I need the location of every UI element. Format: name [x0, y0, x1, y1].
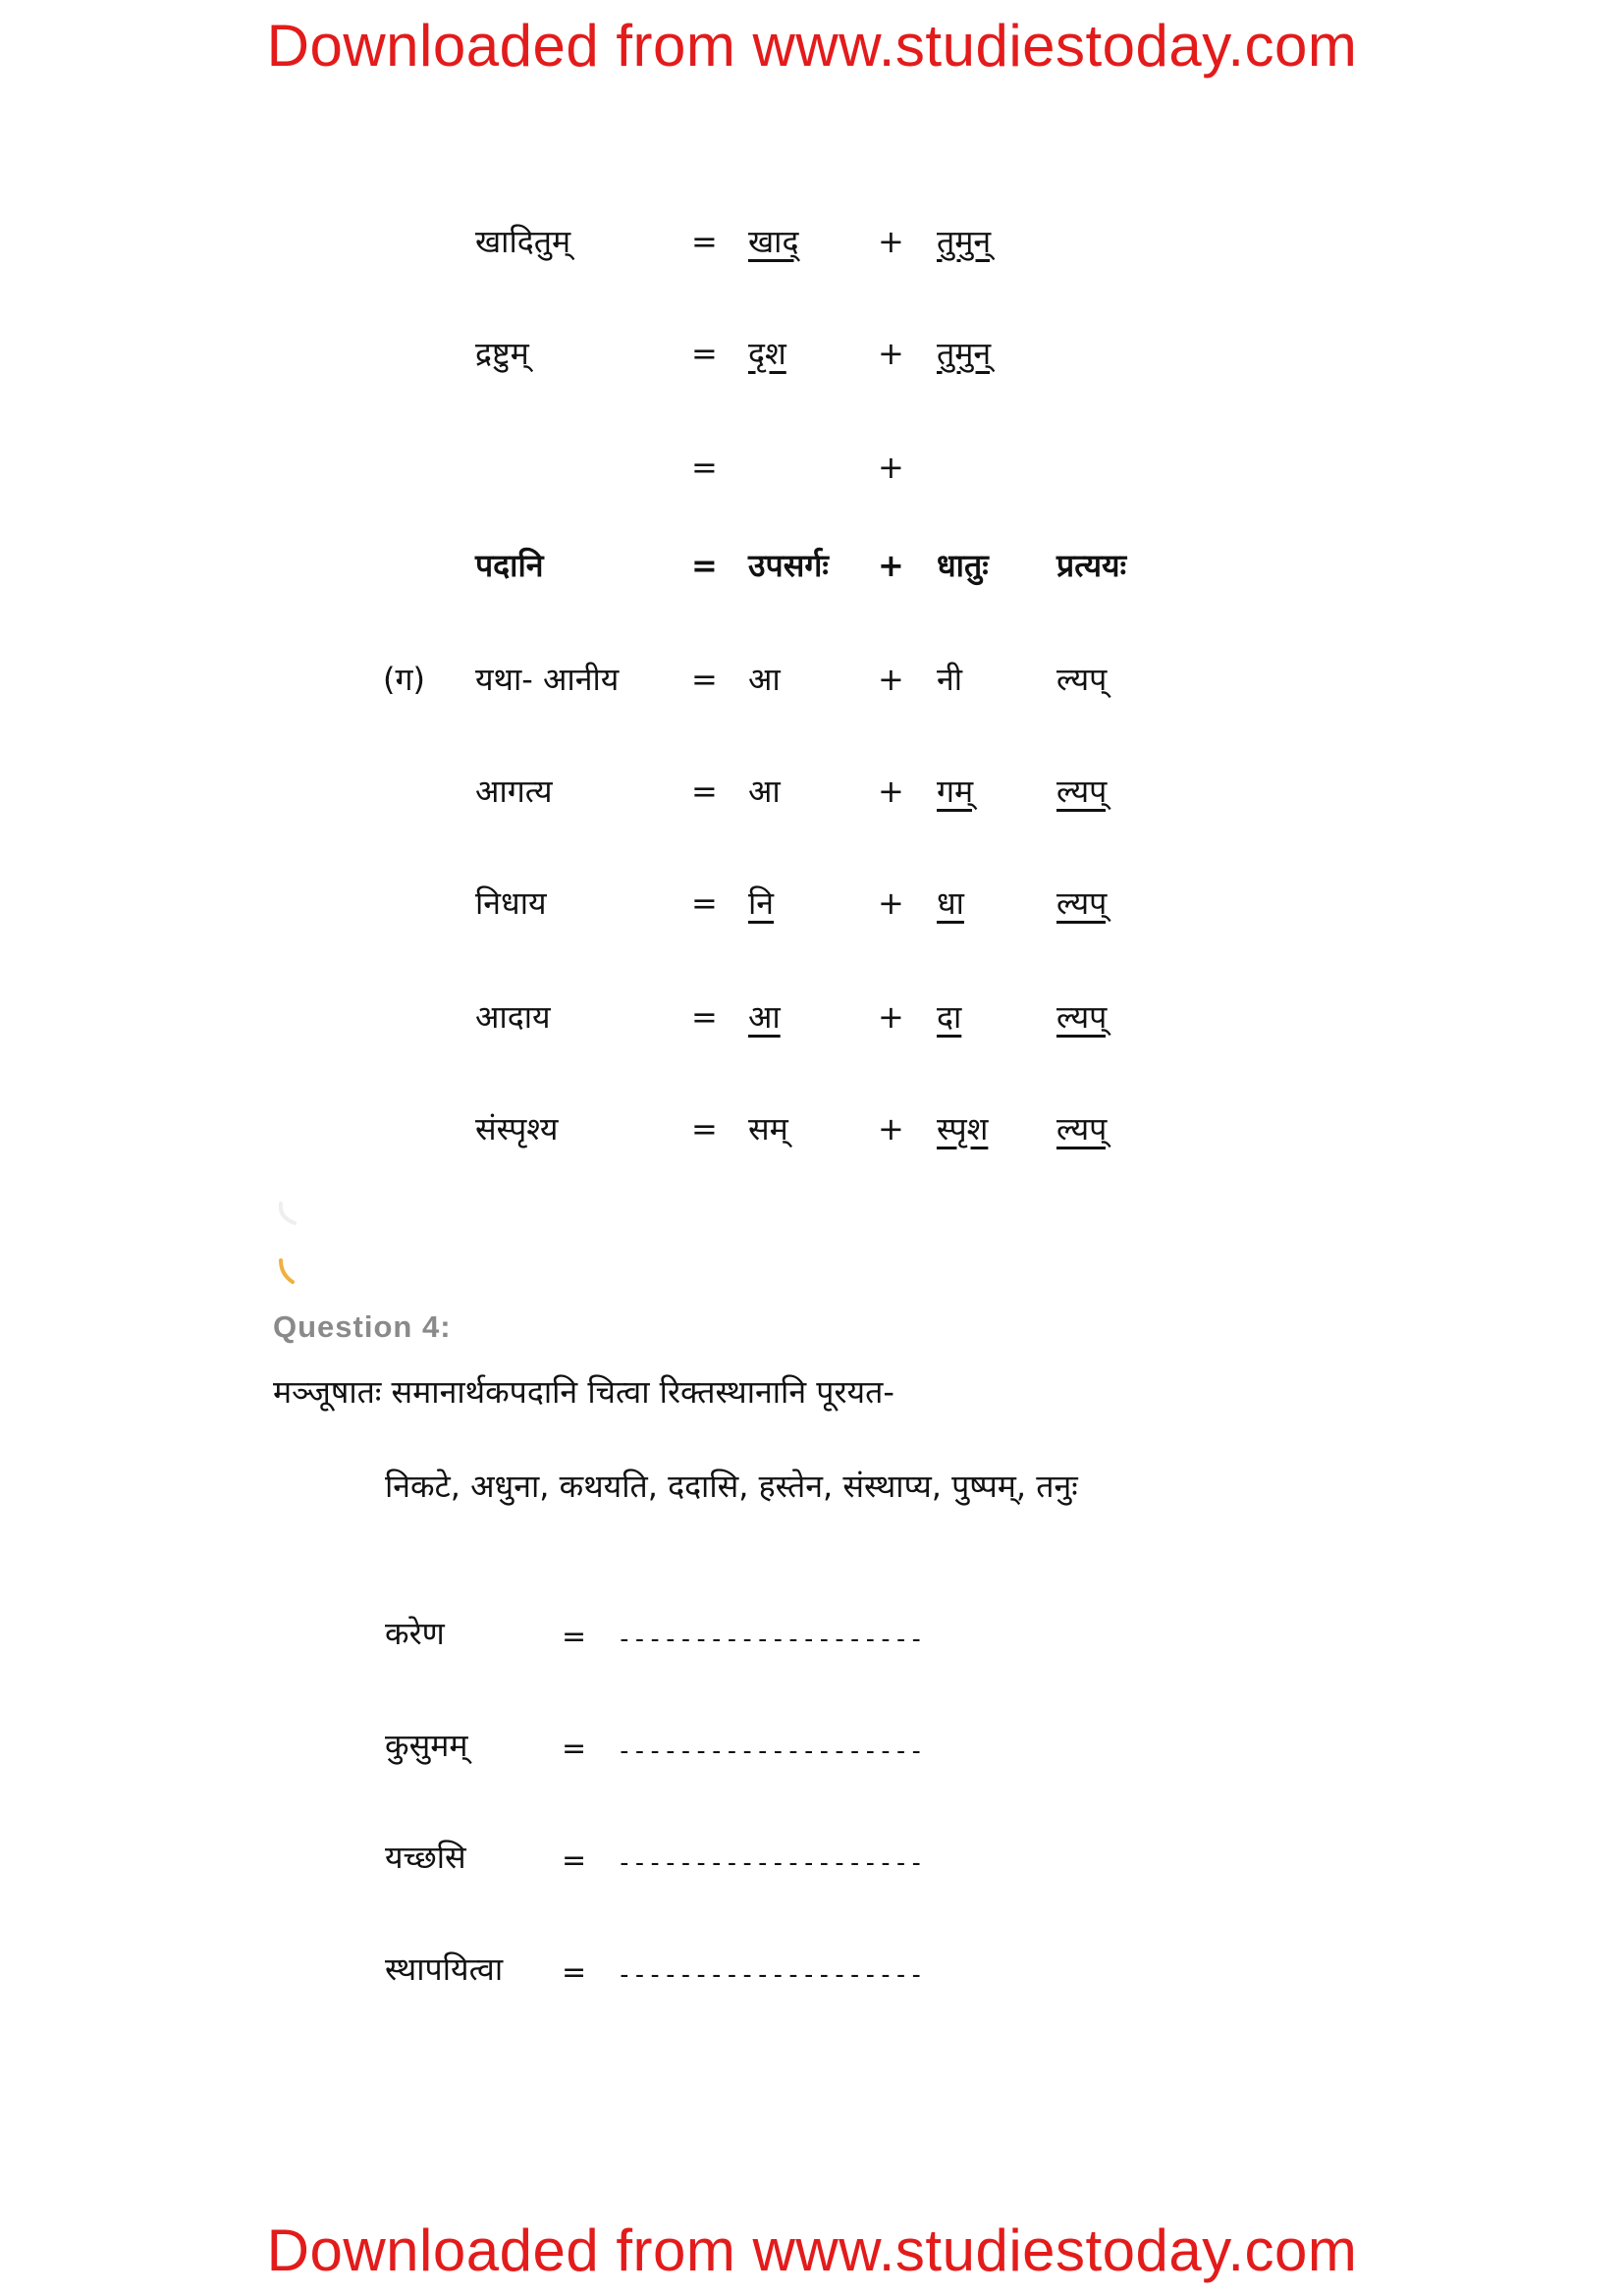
word-box: निकटे, अधुना, कथयति, ददासि, हस्तेन, संस्थाप्य, पुष्पम्, तनुः — [385, 1468, 1078, 1505]
equals-sign: = — [691, 661, 718, 698]
row-part-c: ल्यप् — [1056, 884, 1108, 922]
row-part-b: नी — [937, 661, 963, 698]
row-part-b: दा — [937, 998, 962, 1036]
equals-sign: = — [562, 1732, 587, 1766]
equals-sign: = — [691, 773, 718, 810]
equals-sign: = — [691, 547, 718, 584]
question-instruction: मञ्जूषातः समानार्थकपदानि चित्वा रिक्तस्थानानि पूरयत- — [273, 1373, 894, 1411]
row-part-a: आ — [748, 773, 781, 810]
table-row — [0, 330, 1624, 389]
row-word: यथा- आनीय — [475, 661, 620, 698]
fill-word: स्थापयित्वा — [385, 1950, 504, 1988]
plus-sign: + — [878, 547, 904, 584]
equals-sign: = — [691, 449, 718, 486]
fill-word: यच्छसि — [385, 1839, 466, 1876]
fill-word: करेण — [385, 1615, 445, 1652]
table-row — [0, 656, 1624, 715]
plus-sign: + — [878, 773, 904, 810]
row-part-c: ल्यप् — [1056, 998, 1108, 1036]
fill-in-item — [0, 1834, 1624, 1893]
answer-blank: -------------------- — [617, 1960, 925, 1990]
fill-in-item — [0, 1722, 1624, 1781]
fill-word: कुसुमम् — [385, 1727, 468, 1764]
row-part-c: ल्यप् — [1056, 773, 1108, 810]
question-title: Question 4: — [273, 1309, 452, 1344]
equals-sign: = — [562, 1620, 587, 1654]
answer-blank: -------------------- — [617, 1625, 925, 1654]
table-row — [0, 768, 1624, 827]
row-part-a: आ — [748, 661, 781, 698]
plus-sign: + — [878, 335, 904, 372]
fill-in-item — [0, 1946, 1624, 2004]
table-row — [0, 444, 1624, 503]
row-word: निधाय — [475, 884, 547, 922]
plus-sign: + — [878, 884, 904, 922]
row-part-c: ल्यप् — [1056, 1110, 1108, 1148]
row-part-b: गम् — [937, 773, 974, 810]
row-part-a: आ — [748, 998, 781, 1036]
plus-sign: + — [878, 998, 904, 1036]
row-part-a: खाद् — [748, 223, 799, 260]
equals-sign: = — [691, 884, 718, 922]
row-word: आगत्य — [475, 773, 553, 810]
equals-sign: = — [691, 1110, 718, 1148]
plus-sign: + — [878, 223, 904, 260]
header-root: धातुः — [937, 547, 989, 584]
row-label: (ग) — [383, 661, 425, 698]
row-part-a: दृश — [748, 335, 786, 372]
answer-blank: -------------------- — [617, 1736, 925, 1766]
fill-in-item — [0, 1610, 1624, 1669]
row-part-b: तुमुन् — [937, 223, 992, 260]
plus-sign: + — [878, 1110, 904, 1148]
table-row — [0, 1105, 1624, 1164]
watermark-bottom: Downloaded from www.studiestoday.com — [266, 2217, 1358, 2283]
row-word: द्रष्टुम् — [475, 335, 529, 372]
plus-sign: + — [878, 449, 904, 486]
decorative-swoosh-icon — [275, 1200, 304, 1229]
table-row — [0, 993, 1624, 1052]
header-suffix: प्रत्ययः — [1056, 547, 1127, 584]
header-words: पदानि — [475, 547, 544, 584]
row-part-a: नि — [748, 884, 775, 922]
equals-sign: = — [691, 998, 718, 1036]
table-row — [0, 880, 1624, 938]
row-part-b: तुमुन् — [937, 335, 992, 372]
row-part-a: सम् — [748, 1110, 788, 1148]
table-header-row — [0, 542, 1624, 601]
decorative-swoosh-icon — [275, 1258, 304, 1288]
plus-sign: + — [878, 661, 904, 698]
equals-sign: = — [562, 1955, 587, 1990]
row-word: संस्पृश्य — [475, 1110, 559, 1148]
answer-blank: -------------------- — [617, 1848, 925, 1878]
row-part-b: धा — [937, 884, 964, 922]
row-word: आदाय — [475, 998, 551, 1036]
table-row — [0, 218, 1624, 277]
row-part-c: ल्यप् — [1056, 661, 1108, 698]
equals-sign: = — [691, 335, 718, 372]
header-prefix: उपसर्गः — [748, 547, 829, 584]
row-part-b: स्पृश — [937, 1110, 989, 1148]
row-word: खादितुम् — [475, 223, 571, 260]
equals-sign: = — [562, 1843, 587, 1878]
watermark-top: Downloaded from www.studiestoday.com — [266, 13, 1358, 79]
equals-sign: = — [691, 223, 718, 260]
